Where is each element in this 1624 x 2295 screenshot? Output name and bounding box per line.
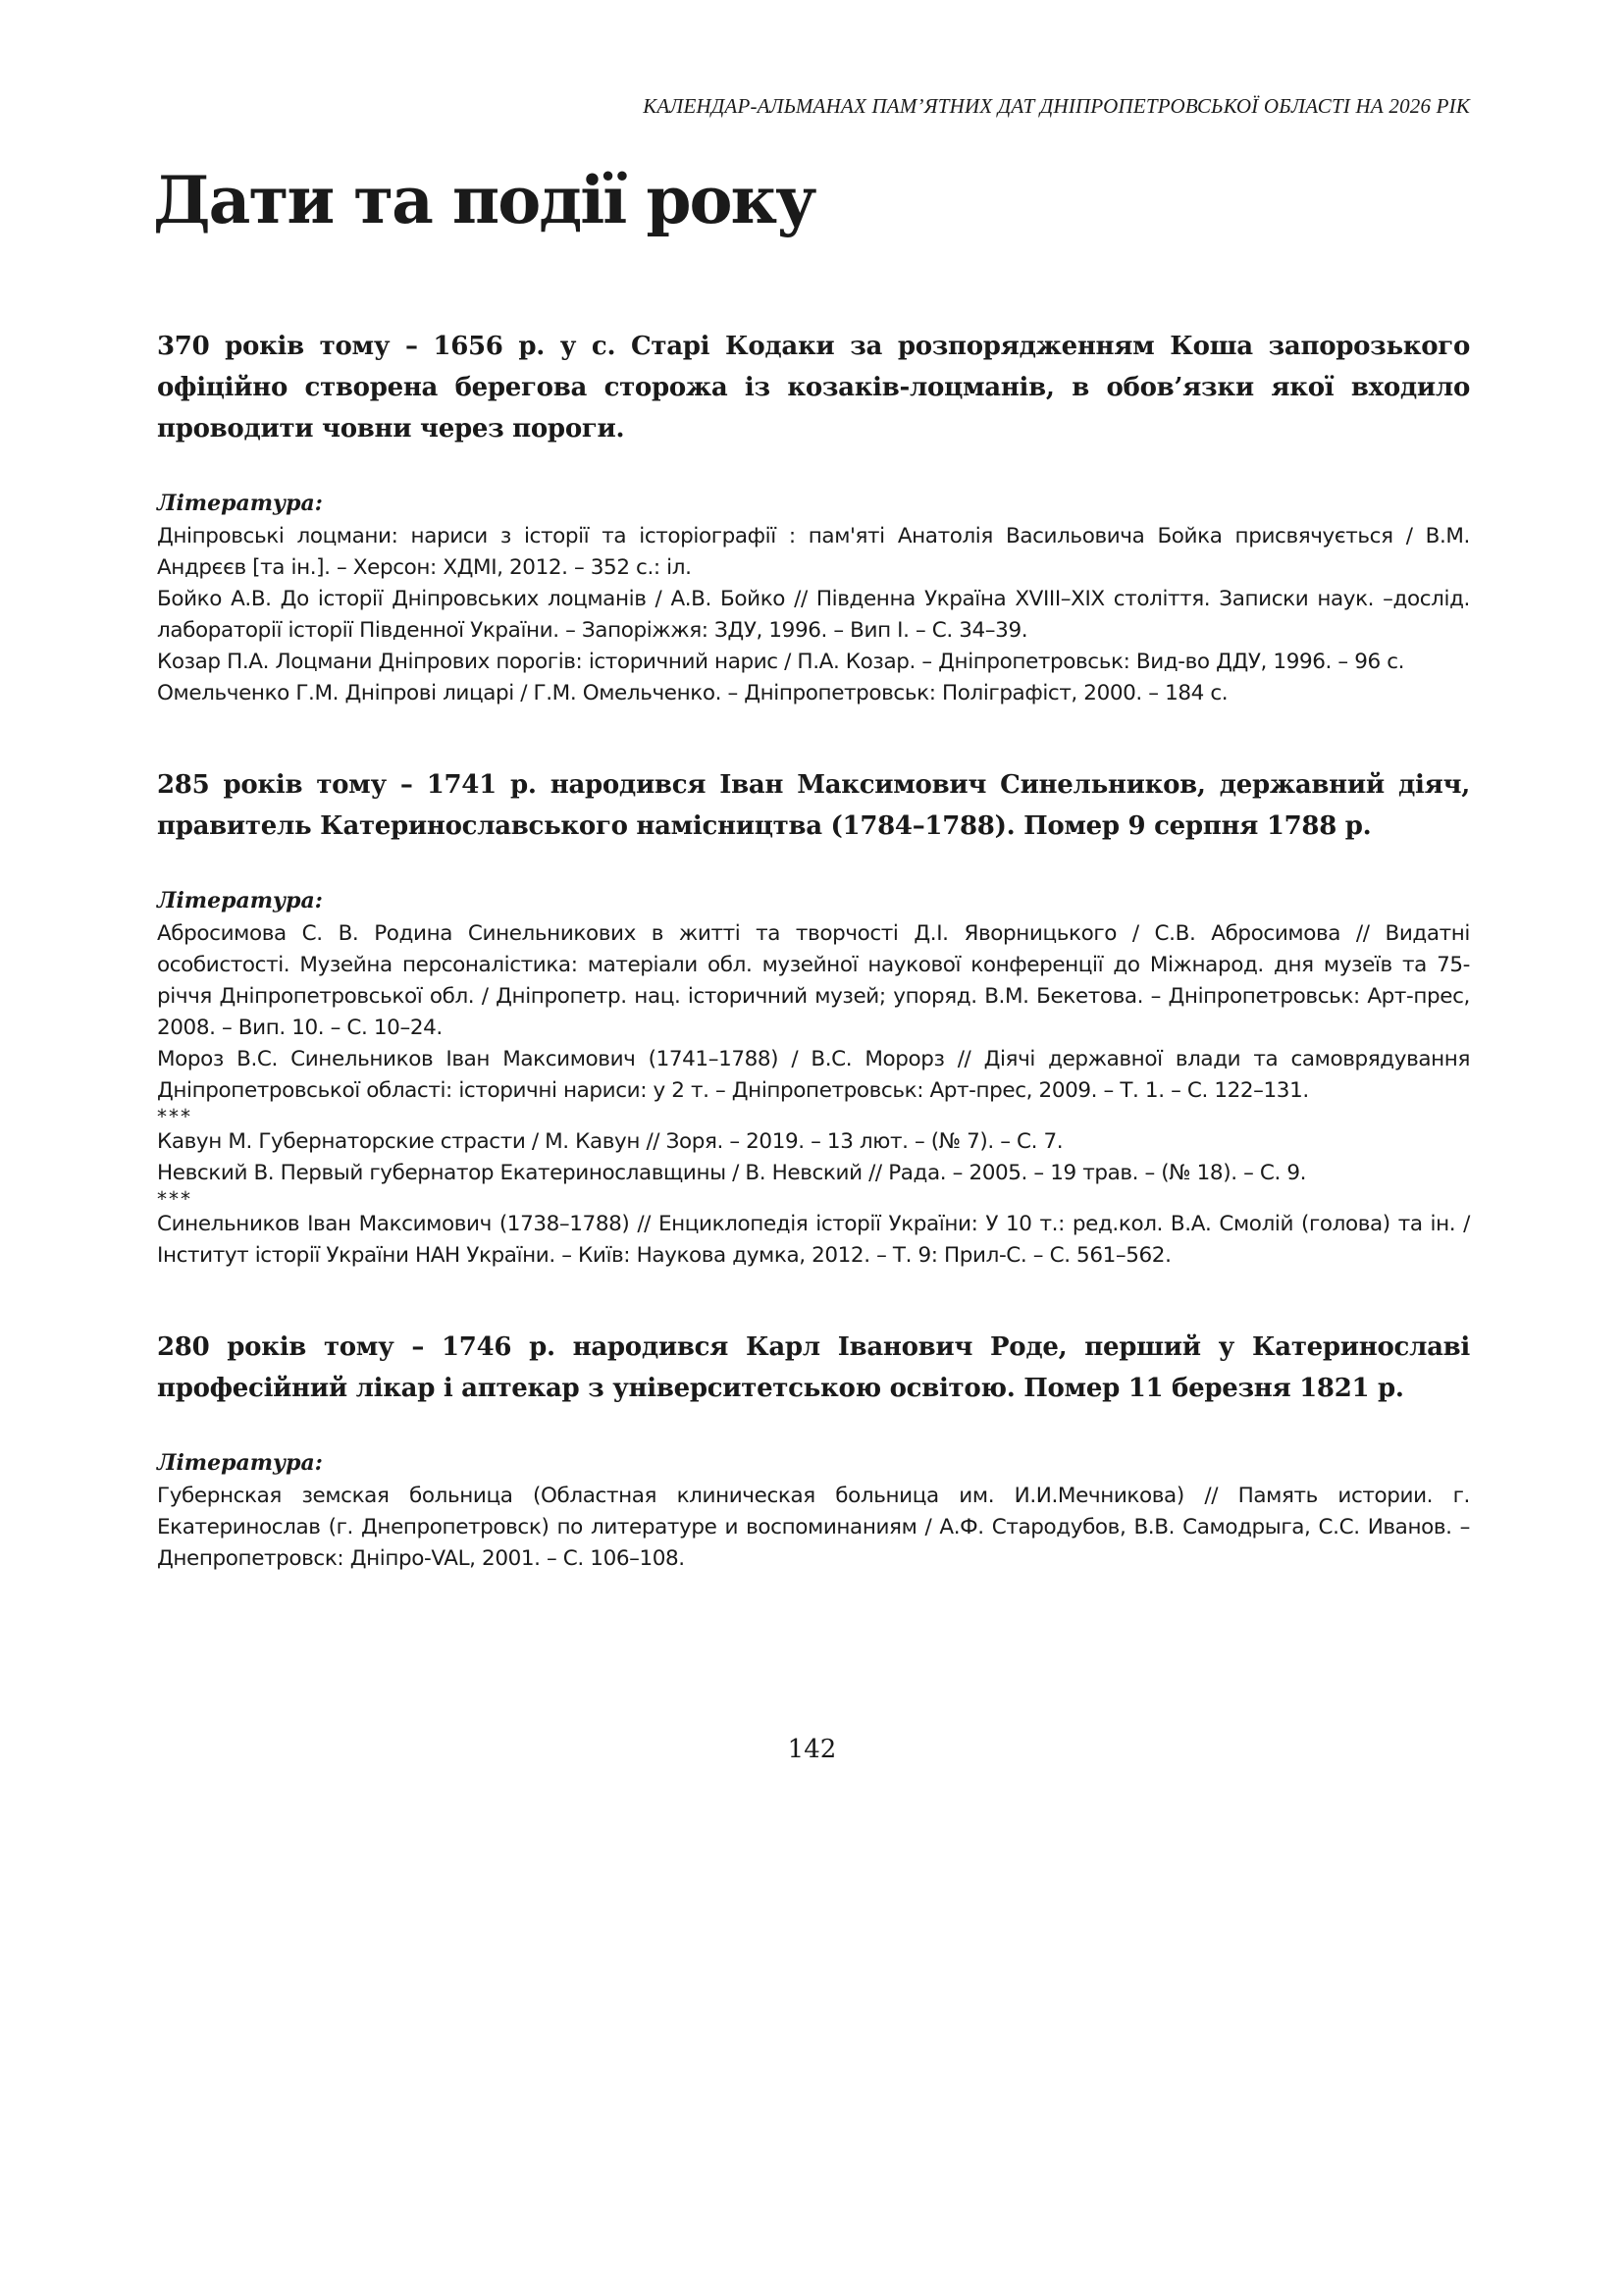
reference-list	[157, 918, 1470, 1272]
reference-separator: ***	[157, 1105, 192, 1128]
date-entry	[157, 1327, 1470, 1575]
reference-item: Кавун М. Губернаторские страсти / М. Кавун // Зоря. – 2019. – 13 лют. – (№ 7). – С. 7.	[157, 1129, 1064, 1154]
reference-list	[157, 521, 1470, 709]
literature-label: Література:	[157, 888, 323, 913]
page-number: 142	[787, 1735, 837, 1764]
reference-item: Невский В. Первый губернатор Екатеринославщины / В. Невский // Рада. – 2005. – 19 трав. – (№ 18). – С. 9.	[157, 1161, 1307, 1185]
date-entry	[157, 326, 1470, 709]
date-entry	[157, 764, 1470, 1272]
literature-label: Література:	[157, 1450, 323, 1476]
event-description: 280 років тому – 1746 р. народився Карл Іванович Роде, перший у Катеринославі професійний лікар і аптекар з університетською освітою. Помер 11 березня 1821 р.	[157, 1332, 1470, 1403]
event-description: 285 років тому – 1741 р. народився Іван Максимович Синельников, державний діяч, правитель Катеринославського намісництва (1784–1788). Помер 9 серпня 1788 р.	[157, 770, 1470, 841]
reference-list	[157, 1481, 1470, 1575]
chapter-title: Дати та події року	[153, 162, 815, 238]
reference-item: Дніпровські лоцмани: нариси з історії та історіографії : пам'яті Анатолія Васильовича Бойка присвячується / В.М. Андрєєв [та ін.]. – Херсон: ХДМІ, 2012. – 352 с.: іл.	[157, 524, 1470, 580]
reference-item: Бойко А.В. До історії Дніпровських лоцманів / А.В. Бойко // Південна Україна XVIII–XIX століття. Записки наук. –дослід. лабораторії історії Південної України. – Запоріжжя: ЗДУ, 1996. – Вип І. – С. 34–39.	[157, 587, 1470, 643]
reference-item: Омельченко Г.М. Дніпрові лицарі / Г.М. Омельченко. – Дніпропетровськ: Поліграфіст, 2000. – 184 с.	[157, 681, 1229, 705]
running-header: КАЛЕНДАР-АЛЬМАНАХ ПАМ’ЯТНИХ ДАТ ДНІПРОПЕТРОВСЬКОЇ ОБЛАСТІ НА 2026 РІК	[643, 94, 1470, 118]
reference-item: Губернская земская больница (Областная клиническая больница им. И.И.Мечникова) // Память истории. г. Екатеринослав (г. Днепропетровск) по литературе и воспоминаниям / А.Ф. Стародубов, В.В. Самодрыга, С.С. Иванов. – Днепропетровск: Дніпро-VAL, 2001. – С. 106–108.	[157, 1484, 1470, 1571]
reference-item: Синельников Іван Максимович (1738–1788) // Енциклопедія історії України: У 10 т.: ред.кол. В.А. Смолій (голова) та ін. / Інститут історії України НАН України. – Київ: Наукова думка, 2012. – Т. 9: Прил-С. – С. 561–562.	[157, 1212, 1470, 1268]
reference-item: Мороз В.С. Синельников Іван Максимович (1741–1788) / В.С. Морорз // Діячі державної влади та самоврядування Дніпропетровської області: історичні нариси: у 2 т. – Дніпропетровськ: Арт-прес, 2009. – Т. 1. – С. 122–131.	[157, 1047, 1470, 1103]
event-description: 370 років тому – 1656 р. у с. Старі Кодаки за розпорядженням Коша запорозького офіційно створена берегова сторожа із козаків-лоцманів, в обов’язки якої входило проводити човни через пороги.	[157, 332, 1470, 443]
reference-separator: ***	[157, 1187, 192, 1211]
entries-list	[157, 326, 1470, 1575]
reference-item: Козар П.А. Лоцмани Дніпрових порогів: історичний нарис / П.А. Козар. – Дніпропетровськ: Вид-во ДДУ, 1996. – 96 с.	[157, 650, 1405, 674]
reference-item: Абросимова С. В. Родина Синельникових в житті та творчості Д.І. Яворницького / С.В. Абросимова // Видатні особистості. Музейна персоналістика: матеріали обл. музейної наукової конференції до Міжнарод. дня музеїв та 75-річчя Дніпропетровської обл. / Дніпропетр. нац. історичний музей; упоряд. В.М. Бекетова. – Дніпропетровськ: Арт-прес, 2008. – Вип. 10. – С. 10–24.	[157, 921, 1470, 1040]
literature-label: Література:	[157, 491, 323, 516]
